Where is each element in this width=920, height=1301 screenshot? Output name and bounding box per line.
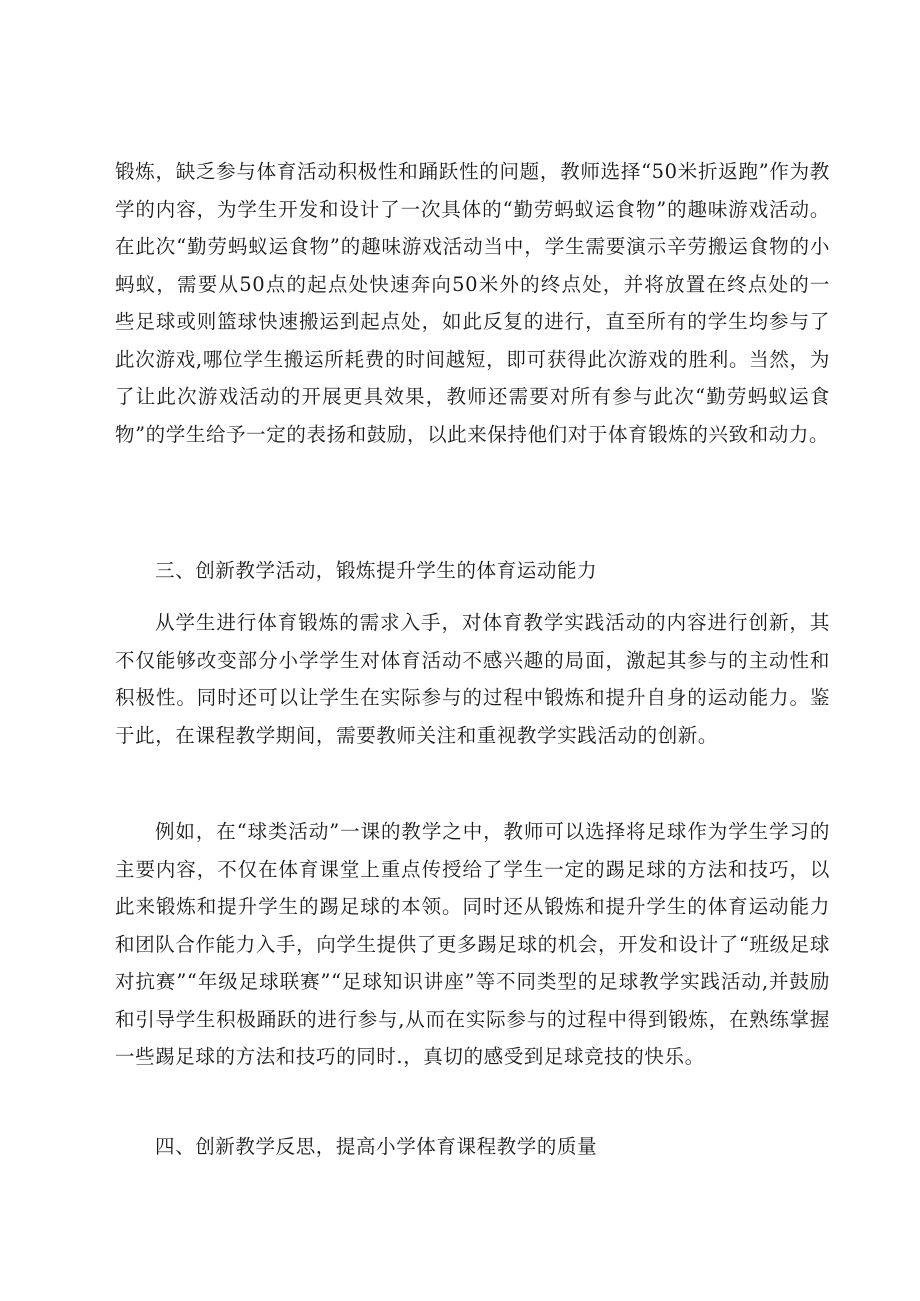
section-heading-three: 三、创新教学活动，锻炼提升学生的体育运动能力 <box>155 559 598 582</box>
paragraph-activity-innovation: 从学生进行体育锻炼的需求入手，对体育教学实践活动的内容进行创新，其不仅能够改变部分小学学生对体育活动不感兴趣的局面，激起其参与的主动性和积极性。同时还可以让学生在实际参与的过程中锻炼和提升自身的运动能力。鉴于此，在课程教学期间，需要教师关注和重视教学实践活动的创新。 <box>115 611 830 747</box>
section-heading-four: 四、创新教学反思，提高小学体育课程教学的质量 <box>155 1135 598 1158</box>
paragraph-ant-game: 锻炼，缺乏参与体育活动积极性和踊跃性的问题，教师选择“50米折返跑”作为教学的内容，为学生开发和设计了一次具体的“勤劳蚂蚁运食物”的趣味游戏活动。在此次“勤劳蚂蚁运食物”的趣味游戏活动当中，学生需要演示辛劳搬运食物的小蚂蚁，需要从50点的起点处快速奔向50米外的终点处，并将放置在终点处的一些足球或则篮球快速搬运到起点处，如此反复的进行，直至所有的学生均参与了此次游戏,哪位学生搬运所耗费的时间越短，即可获得此次游戏的胜利。当然，为了让此次游戏活动的开展更具效果，教师还需要对所有参与此次“勤劳蚂蚁运食物”的学生给予一定的表扬和鼓励，以此来保持他们对于体育锻炼的兴致和动力。 <box>115 160 830 446</box>
paragraph-football-example: 例如，在“球类活动”一课的教学之中，教师可以选择将足球作为学生学习的主要内容，不仅在体育课堂上重点传授给了学生一定的踢足球的方法和技巧，以此来锻炼和提升学生的踢足球的本领。同时还从锻炼和提升学生的体育运动能力和团队合作能力入手，向学生提供了更多踢足球的机会，开发和设计了“班级足球对抗赛”“年级足球联赛”“足球知识讲座”等不同类型的足球教学实践活动,并鼓励和引导学生积极踊跃的进行参与,从而在实际参与的过程中得到锻炼，在熟练掌握一些踢足球的方法和技巧的同时.，真切的感受到足球竞技的快乐。 <box>115 820 830 1068</box>
